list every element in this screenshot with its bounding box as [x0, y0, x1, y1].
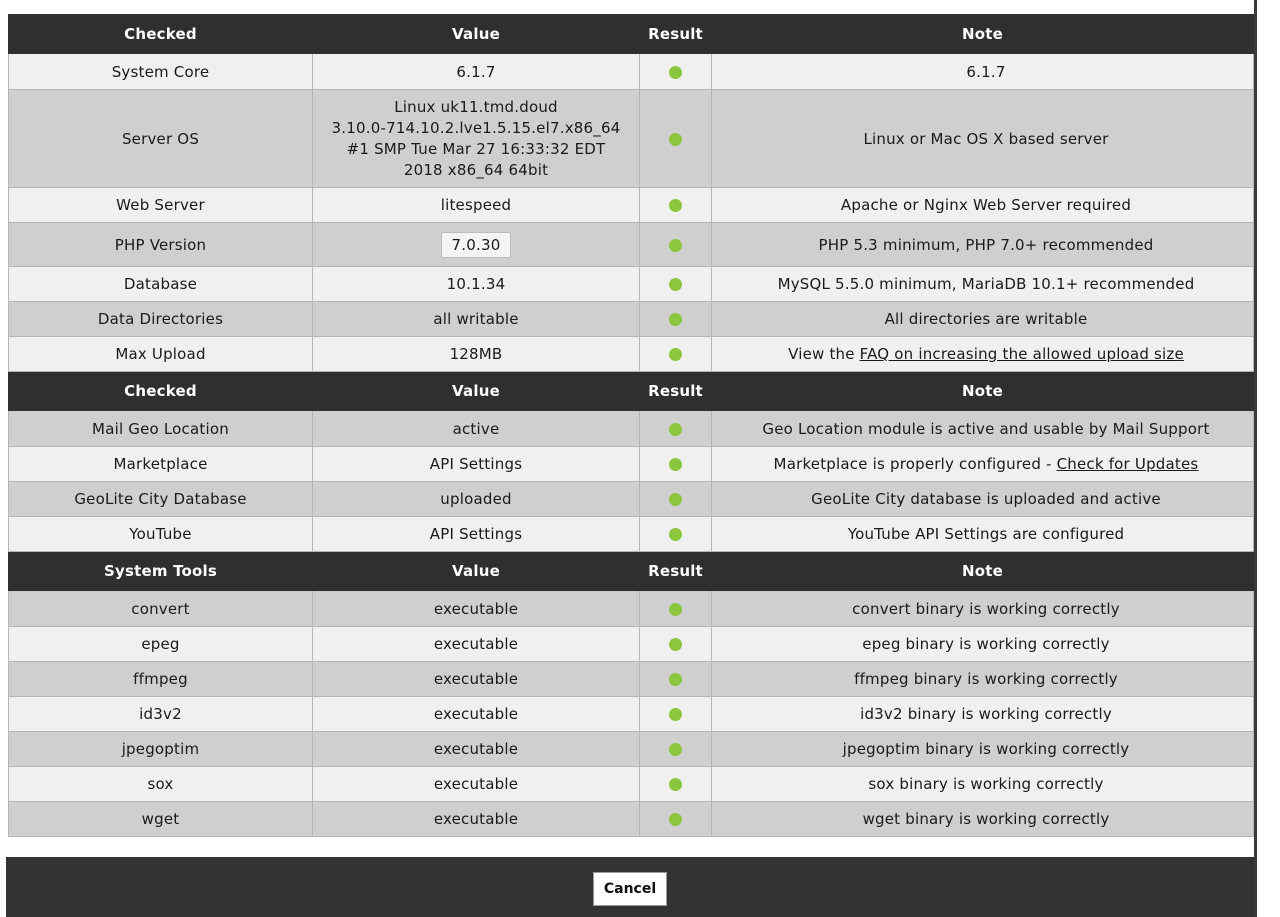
check-name: Database	[9, 267, 313, 302]
check-value-line: 2018 x86_64 64bit	[403, 160, 549, 179]
tool-result	[640, 591, 712, 627]
column-header-result: Result	[640, 552, 712, 591]
tool-name: epeg	[9, 627, 313, 662]
table-row	[9, 54, 1254, 90]
check-value: API Settings	[313, 447, 640, 482]
column-header-note: Note	[712, 372, 1254, 411]
check-name: Server OS	[9, 90, 313, 188]
check-result	[640, 223, 712, 267]
page-right-border	[1254, 0, 1280, 917]
check-note: YouTube API Settings are configured	[712, 517, 1254, 552]
check-note	[712, 447, 1254, 482]
system-check-panel	[8, 14, 1253, 837]
table-row	[9, 302, 1254, 337]
column-header-result: Result	[640, 15, 712, 54]
tool-result	[640, 697, 712, 732]
check-for-updates-link[interactable]: Check for Updates	[1056, 455, 1199, 473]
check-value	[313, 90, 640, 188]
check-value: active	[313, 411, 640, 447]
section-header-row	[9, 15, 1254, 54]
tool-result	[640, 627, 712, 662]
green-status-dot-icon	[669, 813, 682, 826]
green-status-dot-icon	[669, 423, 682, 436]
green-status-dot-icon	[669, 638, 682, 651]
table-row	[9, 482, 1254, 517]
check-note: Linux or Mac OS X based server	[712, 90, 1254, 188]
check-result	[640, 411, 712, 447]
check-name: Max Upload	[9, 337, 313, 372]
column-header-note: Note	[712, 15, 1254, 54]
tool-value: executable	[313, 627, 640, 662]
check-note: 6.1.7	[712, 54, 1254, 90]
table-row	[9, 662, 1254, 697]
check-note: GeoLite City database is uploaded and active	[712, 482, 1254, 517]
check-note: Geo Location module is active and usable by Mail Support	[712, 411, 1254, 447]
tool-note: epeg binary is working correctly	[712, 627, 1254, 662]
section-header-row	[9, 372, 1254, 411]
tool-name: wget	[9, 802, 313, 837]
check-value: API Settings	[313, 517, 640, 552]
check-name: Data Directories	[9, 302, 313, 337]
green-status-dot-icon	[669, 673, 682, 686]
note-text: View the	[788, 345, 860, 363]
check-result	[640, 302, 712, 337]
check-name: Marketplace	[9, 447, 313, 482]
tool-name: id3v2	[9, 697, 313, 732]
green-status-dot-icon	[669, 708, 682, 721]
table-row	[9, 337, 1254, 372]
table-row	[9, 411, 1254, 447]
tool-value: executable	[313, 697, 640, 732]
tool-value: executable	[313, 591, 640, 627]
green-status-dot-icon	[669, 778, 682, 791]
table-row	[9, 267, 1254, 302]
check-name: System Core	[9, 54, 313, 90]
check-value-line: #1 SMP Tue Mar 27 16:33:32 EDT	[346, 139, 606, 158]
php-version-box: 7.0.30	[441, 232, 512, 258]
check-name: Web Server	[9, 188, 313, 223]
tool-value: executable	[313, 732, 640, 767]
tool-result	[640, 767, 712, 802]
check-value: uploaded	[313, 482, 640, 517]
green-status-dot-icon	[669, 348, 682, 361]
column-header-value: Value	[313, 15, 640, 54]
tool-value: executable	[313, 767, 640, 802]
check-result	[640, 90, 712, 188]
check-value: 10.1.34	[313, 267, 640, 302]
table-row	[9, 802, 1254, 837]
column-header-note: Note	[712, 552, 1254, 591]
check-value-line: Linux uk11.tmd.doud	[394, 97, 558, 116]
column-header-checked: Checked	[9, 372, 313, 411]
tool-note: ffmpeg binary is working correctly	[712, 662, 1254, 697]
table-row	[9, 90, 1254, 188]
check-note: All directories are writable	[712, 302, 1254, 337]
check-result	[640, 447, 712, 482]
tool-result	[640, 802, 712, 837]
check-value: 6.1.7	[313, 54, 640, 90]
green-status-dot-icon	[669, 239, 682, 252]
check-note: Apache or Nginx Web Server required	[712, 188, 1254, 223]
green-status-dot-icon	[669, 133, 682, 146]
table-row	[9, 732, 1254, 767]
tool-note: id3v2 binary is working correctly	[712, 697, 1254, 732]
table-row	[9, 767, 1254, 802]
check-result	[640, 188, 712, 223]
section-header-row	[9, 552, 1254, 591]
green-status-dot-icon	[669, 199, 682, 212]
table-row	[9, 223, 1254, 267]
green-status-dot-icon	[669, 528, 682, 541]
tool-name: ffmpeg	[9, 662, 313, 697]
check-result	[640, 517, 712, 552]
check-name: GeoLite City Database	[9, 482, 313, 517]
tool-value: executable	[313, 662, 640, 697]
tool-name: convert	[9, 591, 313, 627]
check-result	[640, 337, 712, 372]
check-result	[640, 482, 712, 517]
table-row	[9, 591, 1254, 627]
system-check-table	[8, 14, 1254, 837]
green-status-dot-icon	[669, 603, 682, 616]
table-row	[9, 188, 1254, 223]
check-result	[640, 267, 712, 302]
tool-name: sox	[9, 767, 313, 802]
tool-note: wget binary is working correctly	[712, 802, 1254, 837]
check-value	[313, 223, 640, 267]
tool-note: jpegoptim binary is working correctly	[712, 732, 1254, 767]
note-text: Marketplace is properly configured -	[773, 455, 1057, 473]
column-header-result: Result	[640, 372, 712, 411]
check-value: litespeed	[313, 188, 640, 223]
faq-upload-size-link[interactable]: FAQ on increasing the allowed upload size	[859, 345, 1184, 363]
check-value: all writable	[313, 302, 640, 337]
check-name: PHP Version	[9, 223, 313, 267]
tool-result	[640, 662, 712, 697]
table-row	[9, 447, 1254, 482]
tool-value: executable	[313, 802, 640, 837]
check-name: Mail Geo Location	[9, 411, 313, 447]
green-status-dot-icon	[669, 66, 682, 79]
column-header-value: Value	[313, 552, 640, 591]
cancel-button[interactable]: Cancel	[593, 872, 667, 906]
tool-note: sox binary is working correctly	[712, 767, 1254, 802]
green-status-dot-icon	[669, 743, 682, 756]
green-status-dot-icon	[669, 458, 682, 471]
column-header-value: Value	[313, 372, 640, 411]
green-status-dot-icon	[669, 313, 682, 326]
table-row	[9, 517, 1254, 552]
table-row	[9, 627, 1254, 662]
check-value-line: 3.10.0-714.10.2.lve1.5.15.el7.x86_64	[331, 118, 621, 137]
column-header-system-tools: System Tools	[9, 552, 313, 591]
check-note	[712, 337, 1254, 372]
table-row	[9, 697, 1254, 732]
tool-result	[640, 732, 712, 767]
check-result	[640, 54, 712, 90]
check-note: MySQL 5.5.0 minimum, MariaDB 10.1+ recommended	[712, 267, 1254, 302]
green-status-dot-icon	[669, 493, 682, 506]
tool-name: jpegoptim	[9, 732, 313, 767]
check-name: YouTube	[9, 517, 313, 552]
tool-note: convert binary is working correctly	[712, 591, 1254, 627]
check-note: PHP 5.3 minimum, PHP 7.0+ recommended	[712, 223, 1254, 267]
green-status-dot-icon	[669, 278, 682, 291]
column-header-checked: Checked	[9, 15, 313, 54]
check-value: 128MB	[313, 337, 640, 372]
